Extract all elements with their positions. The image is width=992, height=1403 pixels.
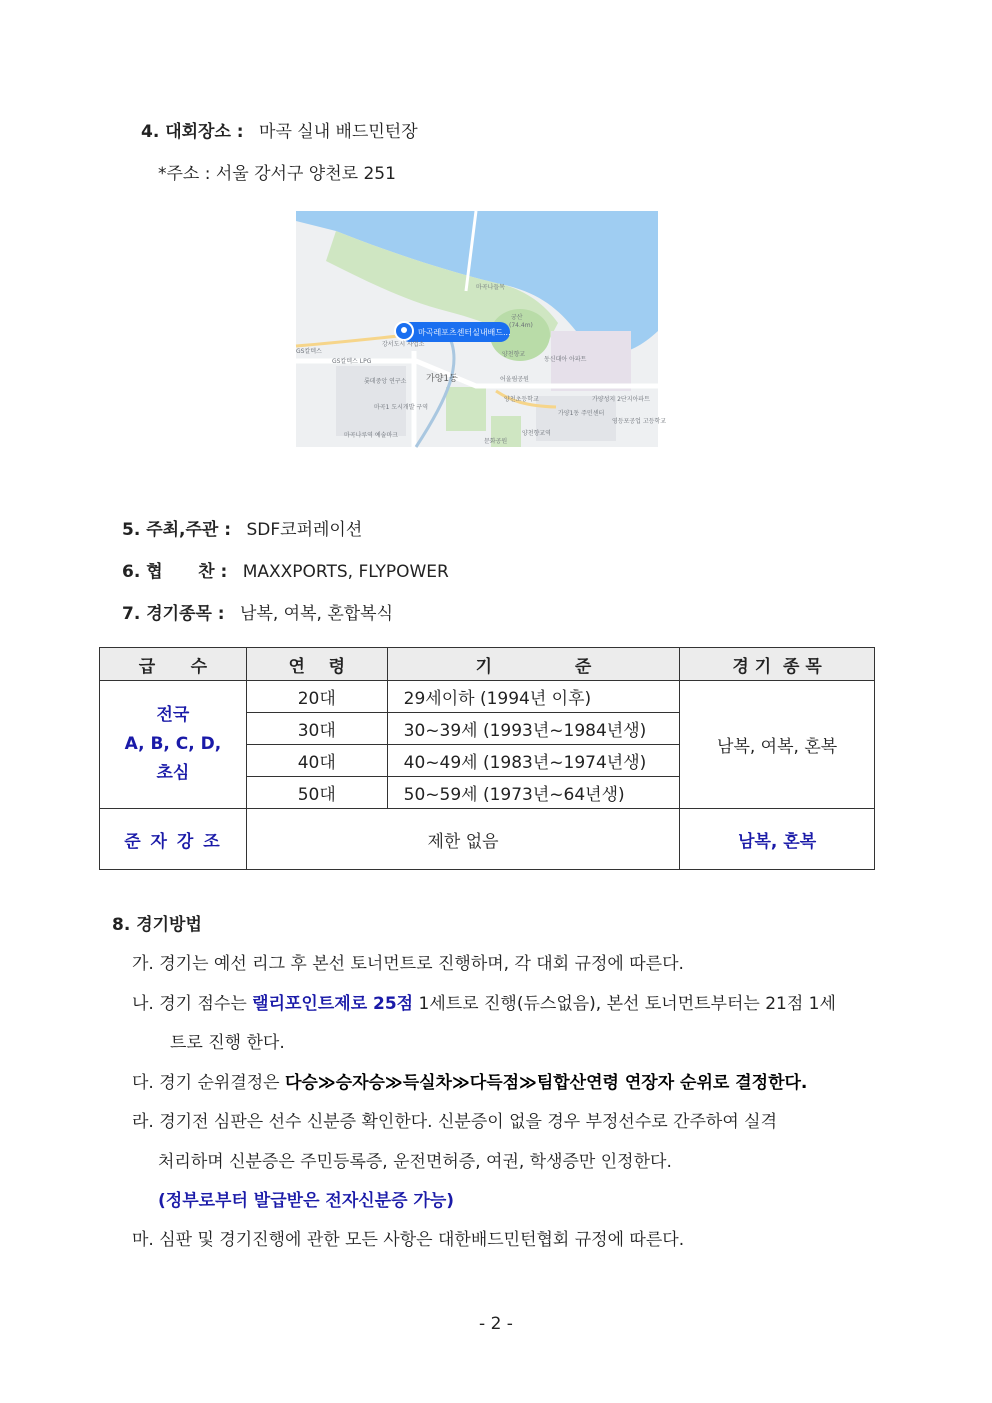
- special-grade-cell: 준 자 강 조: [100, 809, 247, 870]
- page-number: - 2 -: [479, 1314, 513, 1334]
- map-place: 동신대아 아파트: [544, 356, 587, 363]
- sponsor-value: MAXXPORTS, FLYPOWER: [242, 562, 449, 582]
- age-cell: 50대: [246, 777, 387, 809]
- events-cell: 남복, 여복, 혼복: [680, 681, 875, 809]
- header-grade: 급 수: [100, 648, 247, 681]
- host-value: SDF코퍼레이션: [246, 520, 363, 540]
- table-header-row: [100, 648, 875, 681]
- map-pin-label[interactable]: 마곡레포츠센터실내배드...: [418, 328, 511, 337]
- map-graphic: [296, 211, 667, 447]
- special-events-cell: 남복, 혼복: [680, 809, 875, 870]
- map-place: 양천초등학교: [504, 396, 539, 403]
- header-criteria: 기 준: [387, 648, 680, 681]
- criteria-cell: 40~49세 (1983년~1974년생): [387, 745, 680, 777]
- events-line: [122, 599, 393, 624]
- division-table: [99, 647, 875, 870]
- age-cell: 30대: [246, 713, 387, 745]
- map-place: 강서도시 사업소: [382, 341, 425, 348]
- criteria-cell: 30~39세 (1993년~1984년생): [387, 713, 680, 745]
- age-cell: 40대: [246, 745, 387, 777]
- method-na-pre: 나. 경기 점수는: [132, 994, 253, 1014]
- method-da-bold: 다승≫승자승≫득실차≫다득점≫팀합산연령 연장자 순위로 결정한다.: [285, 1073, 808, 1093]
- host-line: [122, 515, 362, 540]
- grade-line: A, B, C, D,: [124, 734, 222, 754]
- method-ra1: 라. 경기전 심판은 선수 신분증 확인한다. 신분증이 없을 경우 부정선수로 간주하여 실격: [132, 1112, 778, 1132]
- grade-line: 전국: [156, 705, 190, 725]
- sponsor-label: 6. 협 찬 :: [122, 562, 228, 582]
- venue-value: 마곡 실내 배드민턴장: [259, 122, 418, 142]
- map-place: 마곡나들목: [476, 284, 505, 291]
- events-value: 남복, 여복, 혼합복식: [240, 604, 394, 624]
- criteria-cell: 50~59세 (1973년~64년생): [387, 777, 680, 809]
- method-ra2: 처리하며 신분증은 주민등록증, 운전면허증, 여권, 학생증만 인정한다.: [158, 1152, 672, 1172]
- method-ga: 가. 경기는 예선 리그 후 본선 토너먼트로 진행하며, 각 대회 규정에 따른다.: [132, 954, 684, 974]
- age-cell: 20대: [246, 681, 387, 713]
- venue-label: 4. 대회장소 :: [141, 122, 244, 142]
- grade-cell: [100, 681, 247, 809]
- map-place: GS칼텍스 LPG: [332, 358, 372, 365]
- method-da-pre: 다. 경기 순위결정은: [132, 1073, 285, 1093]
- table-row-special: [100, 809, 875, 870]
- table-row: [100, 681, 875, 713]
- special-criteria-cell: 제한 없음: [246, 809, 679, 870]
- map-place: 어울림공원: [500, 376, 529, 383]
- map-place: 가양성지 2단지아파트: [592, 396, 650, 403]
- venue-address: *주소 : 서울 강서구 양천로 251: [158, 164, 396, 184]
- map-place: GS칼텍스: [296, 348, 322, 355]
- events-label: 7. 경기종목 :: [122, 604, 225, 624]
- header-events: 경 기 종 목: [680, 648, 875, 681]
- method-na-bold: 랠리포인트제로 25점: [252, 994, 414, 1014]
- map-place: 양천향교역: [522, 430, 551, 437]
- grade-line: 초심: [156, 763, 190, 783]
- map-place: 가양1동 주민센터: [558, 410, 605, 417]
- criteria-cell: 29세이하 (1994년 이후): [387, 681, 680, 713]
- method-da: [132, 1068, 807, 1093]
- method-ra3: (정부로부터 발급받은 전자신분증 가능): [158, 1191, 455, 1211]
- map-place: 마곡1 도시개발 구역: [374, 404, 429, 411]
- method-title: 8. 경기방법: [112, 915, 202, 935]
- map-place: 가양1동: [426, 374, 458, 384]
- map-place: 문화공원: [484, 438, 508, 445]
- method-na-post: 1세트로 진행(듀스없음), 본선 토너먼트부터는 21점 1세: [413, 994, 836, 1014]
- map-place: 롯데중앙 연구소: [364, 378, 407, 385]
- sponsor-line: [122, 557, 449, 582]
- map-place: 영등포공업 고등학교: [612, 418, 667, 425]
- method-na: [132, 989, 836, 1014]
- method-ma: 마. 심판 및 경기진행에 관한 모든 사항은 대한배드민턴협회 규정에 따른다.: [132, 1230, 685, 1250]
- map-place: 궁산: [511, 314, 523, 321]
- method-na-cont: 트로 진행 한다.: [170, 1033, 285, 1053]
- venue-line: [141, 117, 418, 142]
- venue-map[interactable]: [296, 211, 667, 447]
- map-place: 마곡나루역 예술마크: [344, 432, 399, 439]
- map-place: 양천향교: [502, 351, 526, 358]
- host-label: 5. 주최,주관 :: [122, 520, 232, 540]
- map-place: (74.4m): [509, 322, 533, 329]
- header-age: 연 령: [246, 648, 387, 681]
